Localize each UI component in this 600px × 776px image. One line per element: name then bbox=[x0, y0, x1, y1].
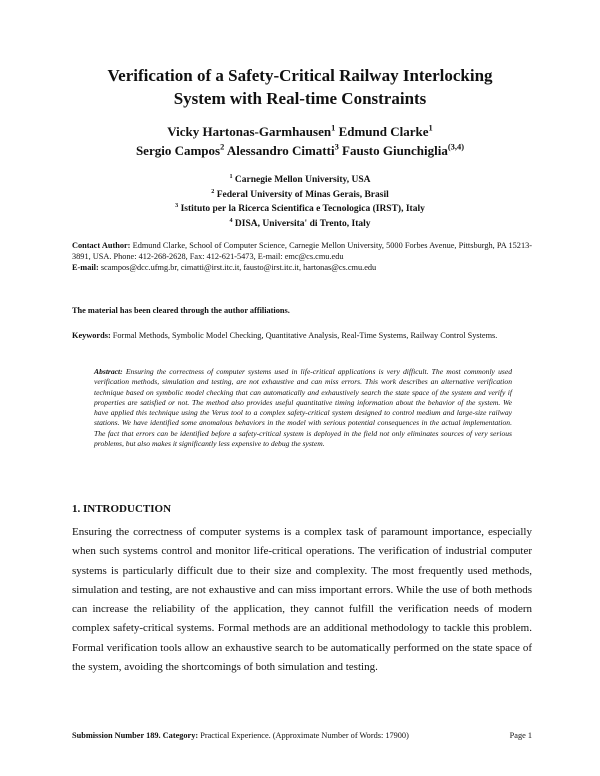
contact-text: Edmund Clarke, School of Computer Science, Carnegie Mellon University, 5000 Forbes Avenue, Pittsburgh, PA 15213-3891, USA. Phone: 412-268-2628, Fax: 412-621-5473, E-mail: emc@cs.cmu.edu bbox=[72, 241, 532, 261]
email-label: E-mail: bbox=[72, 263, 99, 272]
keywords-label: Keywords: bbox=[72, 331, 111, 340]
page-footer bbox=[72, 731, 532, 740]
affiliation-sup: 4 bbox=[229, 217, 233, 224]
author-sup: 2 bbox=[220, 141, 225, 152]
abstract-text: Ensuring the correctness of computer systems used in life-critical applications is very difficult. The most commonly used verification methods, simulation and testing, are not exhaustive and can miss errors. This work describes an alternative verification technique based on symbolic model checking that can automatically and exhaustively search the state space of the system and verify if properties are satisfied or not. The method also provides useful quantitative timing information about the behavior of the system. We have applied this technique using the Verus tool to a complex safety-critical system designed to control medium and large-size railway stations. We have identified some anomalous behaviors in the model with serious potential consequences in the actual implementation. The fact that errors can be identified before a safety-critical system is deployed in the field not only eliminates sources of very serious problems, but also makes it significantly less expensive to debug the system. bbox=[94, 367, 512, 449]
affiliation-list bbox=[60, 173, 540, 231]
author-sup: 1 bbox=[428, 122, 433, 133]
author-name: Fausto Giunchiglia bbox=[342, 143, 448, 158]
clearance-note: The material has been cleared through the author affiliations. bbox=[72, 306, 290, 315]
email-text: scampos@dcc.ufmg.br, cimatti@irst.itc.it, fausto@irst.itc.it, hartonas@cs.cmu.edu bbox=[100, 263, 377, 272]
author-sup: (3,4) bbox=[447, 141, 465, 152]
author-sup: 3 bbox=[334, 141, 339, 152]
affiliation-text: Carnegie Mellon University, USA bbox=[234, 175, 371, 185]
title-line-1: Verification of a Safety-Critical Railway Interlocking bbox=[107, 66, 493, 85]
contact-block bbox=[72, 240, 532, 273]
paper-title bbox=[70, 64, 530, 110]
author-list bbox=[60, 122, 540, 160]
contact-label: Contact Author: bbox=[72, 241, 131, 250]
abstract-label: Abstract: bbox=[94, 367, 123, 376]
affiliation-text: Istituto per la Ricerca Scientifica e Tecnologica (IRST), Italy bbox=[180, 204, 425, 214]
affiliation-sup: 1 bbox=[229, 173, 233, 180]
author-name: Vicky Hartonas-Garmhausen bbox=[167, 124, 332, 139]
affiliation-text: DISA, Universita' di Trento, Italy bbox=[234, 218, 371, 229]
page-number: Page 1 bbox=[509, 731, 532, 740]
section-heading: 1. INTRODUCTION bbox=[72, 503, 172, 515]
submission-label: Submission Number 189. Category: bbox=[72, 731, 199, 740]
submission-text: Practical Experience. (Approximate Number of Words: 17900) bbox=[200, 731, 409, 740]
author-name: Sergio Campos bbox=[135, 143, 221, 158]
affiliation-text: Federal University of Minas Gerais, Brasil bbox=[216, 189, 389, 200]
affiliation bbox=[60, 202, 540, 217]
author-name: Edmund Clarke bbox=[338, 124, 429, 139]
intro-paragraph: Ensuring the correctness of computer systems is a complex task of paramount importance, especially when such systems control and monitor life-critical operations. The verification of industrial computer systems is particularly difficult due to their size and complexity. The most frequently used methods, simulation and testing, are not exhaustive and can miss important errors. While the use of both methods can increase the reliability of the application, they cannot fulfill the verification needs of modern complex safety-critical systems. Formal methods are an additional methodology to tackle this problem. Formal verification tools allow an exhaustive search to be automatically performed on the state space of the system, avoiding the shortcomings of both simulation and testing. bbox=[72, 526, 532, 674]
affiliation bbox=[60, 188, 540, 203]
keywords-block bbox=[72, 330, 532, 341]
affiliation bbox=[60, 173, 540, 188]
title-line-2: System with Real-time Constraints bbox=[173, 89, 427, 108]
submission-info bbox=[72, 731, 409, 740]
keywords-text: Formal Methods, Symbolic Model Checking, Quantitative Analysis, Real-Time Systems, Railway Control Systems. bbox=[112, 331, 498, 340]
author-sup: 1 bbox=[331, 122, 336, 133]
affiliation bbox=[60, 217, 540, 232]
affiliation-sup: 2 bbox=[211, 188, 215, 195]
author-name: Alessandro Cimatti bbox=[226, 143, 335, 158]
affiliation-sup: 3 bbox=[175, 202, 179, 209]
abstract-block bbox=[94, 367, 512, 449]
